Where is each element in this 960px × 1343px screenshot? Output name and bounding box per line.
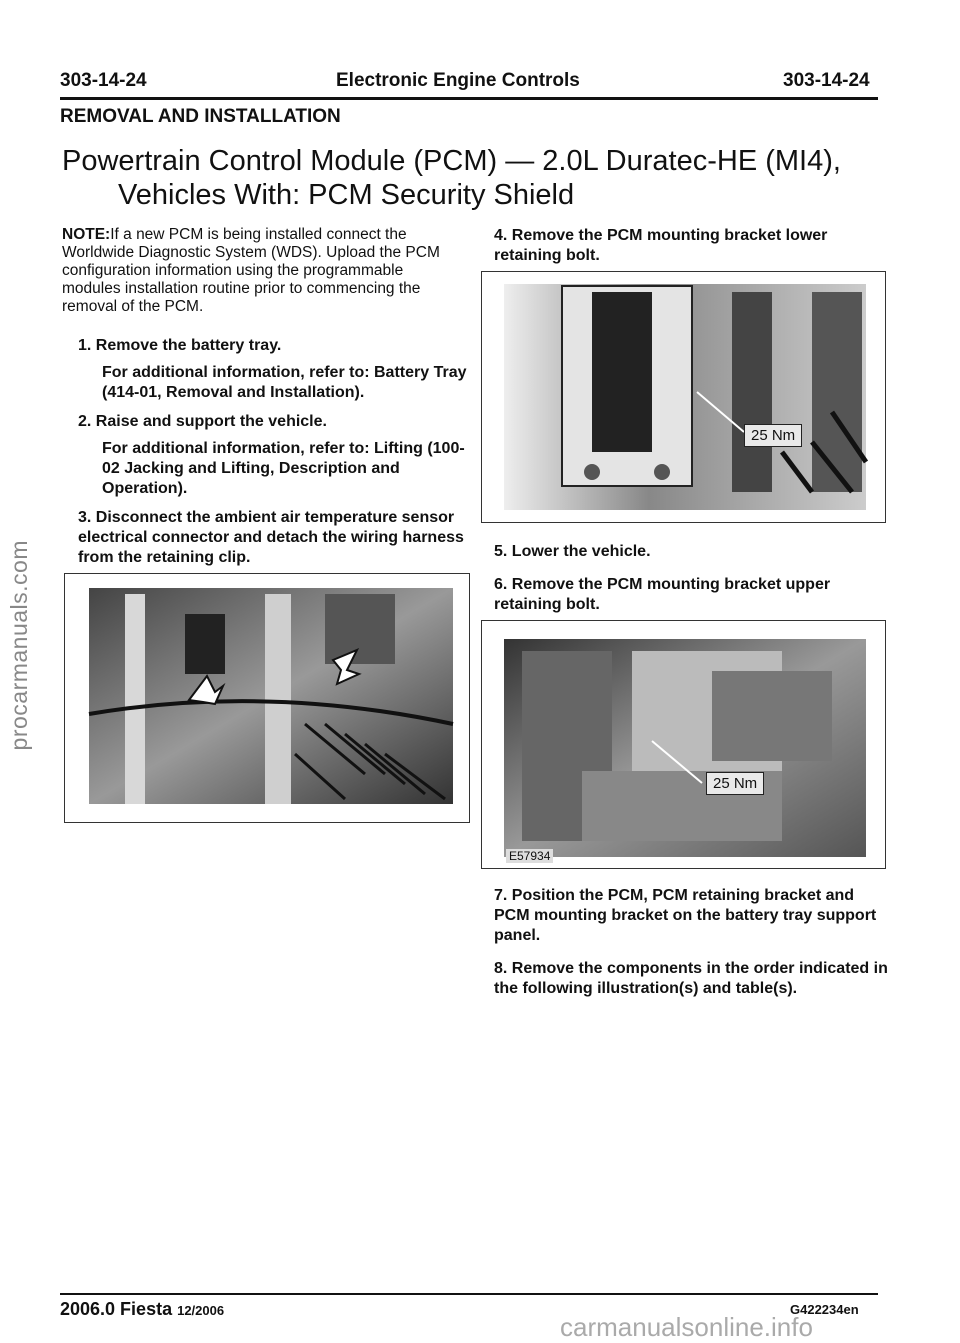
figure-lower-bolt-illustration	[482, 272, 885, 522]
figure-lower-retaining-bolt	[481, 271, 886, 523]
step-5-number: 5.	[494, 543, 508, 560]
bottom-watermark: carmanualsonline.info	[560, 1312, 813, 1342]
figure-ambient-sensor-illustration	[65, 574, 469, 822]
step-4-number: 4.	[494, 227, 508, 244]
procedure-title-line1: Powertrain Control Module (PCM) — 2.0L Duratec-HE (MI4),	[62, 145, 841, 177]
figure-id-label: E57934	[506, 849, 553, 863]
step-2-text: Raise and support the vehicle.	[95, 413, 327, 430]
procedure-title-line2: Vehicles With: PCM Security Shield	[118, 179, 575, 211]
step-1-number: 1.	[78, 337, 92, 354]
step-4-text: Remove the PCM mounting bracket lower retaining bolt.	[494, 227, 828, 264]
footer-model-name: 2006.0 Fiesta	[60, 1299, 173, 1319]
figure-upper-retaining-bolt	[481, 620, 886, 869]
step-7-number: 7.	[494, 887, 508, 904]
page-number-left: 303-14-24	[60, 70, 147, 91]
note-block	[62, 226, 464, 316]
step-4	[494, 226, 894, 266]
figure-upper-bolt-illustration	[482, 621, 885, 868]
step-2-reference: For additional information, refer to: Lifting (100-02 Jacking and Lifting, Description and Operation).	[102, 440, 465, 497]
step-8-text: Remove the components in the order indicated in the following illustration(s) and table(s).	[494, 960, 888, 997]
step-1-reference: For additional information, refer to: Battery Tray (414-01, Removal and Installation).	[102, 364, 467, 401]
header-rule	[60, 97, 878, 100]
figure-ambient-sensor	[64, 573, 470, 823]
step-6	[494, 575, 894, 615]
step-3-text: Disconnect the ambient air temperature sensor electrical connector and detach the wiring harness from the retaining clip.	[78, 509, 464, 566]
page-number-right: 303-14-24	[783, 70, 870, 91]
step-6-number: 6.	[494, 576, 508, 593]
step-1	[78, 336, 468, 356]
chapter-title: Electronic Engine Controls	[336, 70, 580, 91]
step-5	[494, 542, 894, 562]
side-watermark: procarmanuals.com	[6, 540, 32, 751]
step-2-number: 2.	[78, 413, 92, 430]
torque-label-upper-bolt: 25 Nm	[706, 772, 764, 795]
footer-model	[60, 1299, 224, 1320]
step-6-text: Remove the PCM mounting bracket upper retaining bolt.	[494, 576, 831, 613]
footer-code: G422234en	[790, 1302, 859, 1317]
step-8-number: 8.	[494, 960, 508, 977]
footer-rule	[60, 1293, 878, 1295]
step-1-text: Remove the battery tray.	[95, 337, 282, 354]
step-7	[494, 886, 894, 946]
section-heading: REMOVAL AND INSTALLATION	[60, 106, 341, 127]
footer-date: 12/2006	[177, 1303, 225, 1318]
step-3-number: 3.	[78, 509, 92, 526]
step-5-text: Lower the vehicle.	[511, 543, 651, 560]
step-2	[78, 412, 468, 432]
note-text: If a new PCM is being installed connect the Worldwide Diagnostic System (WDS). Upload the PCM configuration information using the programmable modules installation routine prior to commencing the removal of the PCM.	[62, 226, 440, 315]
step-8	[494, 959, 894, 999]
note-label: NOTE:	[62, 226, 111, 243]
torque-label-lower-bolt: 25 Nm	[744, 424, 802, 447]
step-3	[78, 508, 468, 568]
step-7-text: Position the PCM, PCM retaining bracket and PCM mounting bracket on the battery tray support panel.	[494, 887, 877, 944]
